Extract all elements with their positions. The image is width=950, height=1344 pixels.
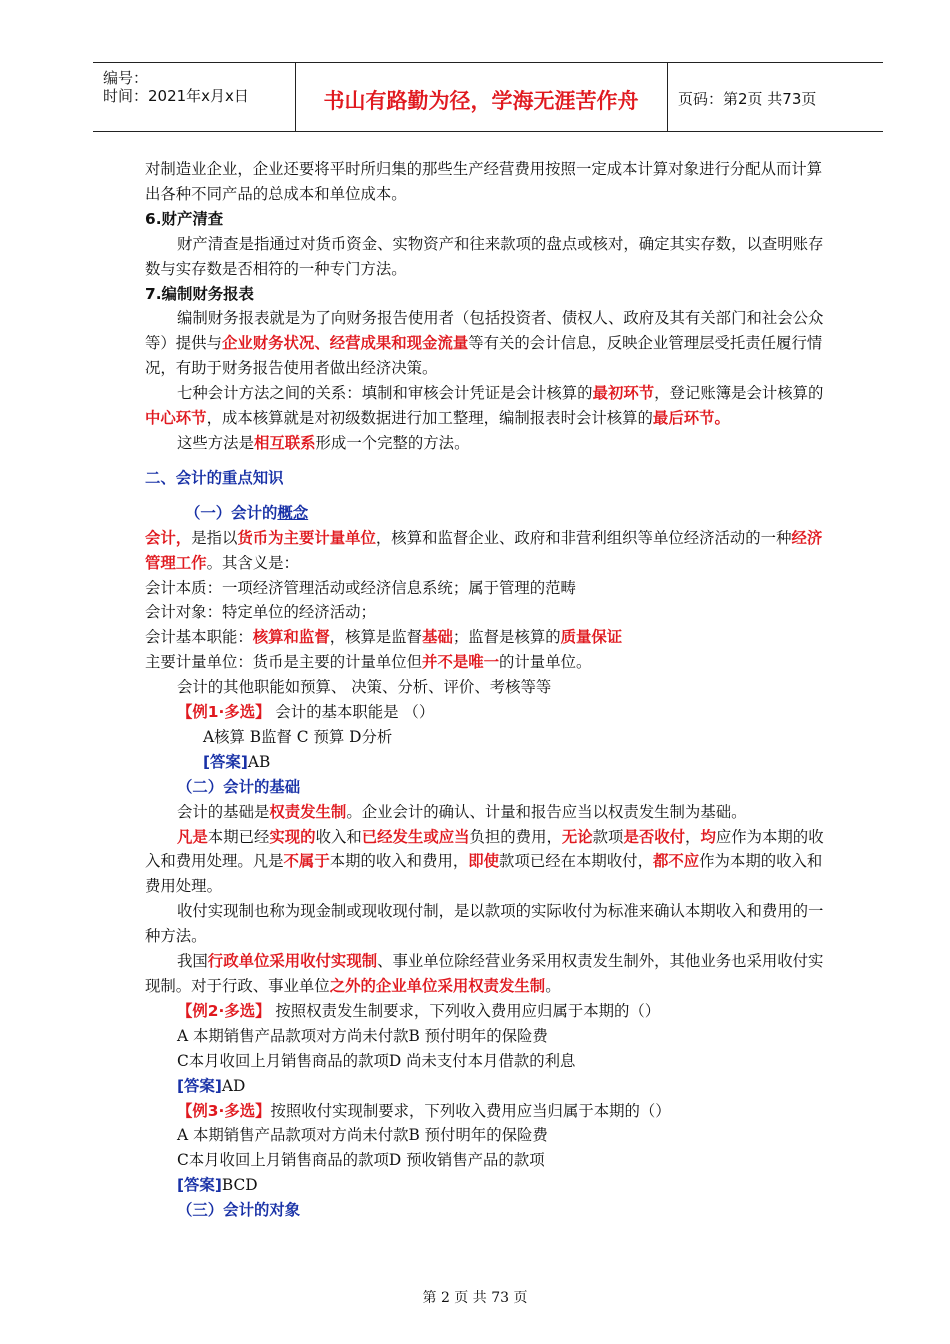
text: 、事业单位除经营业务采用权责发生制外，其他业务也采用收付实现制。对于行政、事业单位 bbox=[145, 952, 824, 995]
emphasis: 实现的 bbox=[269, 827, 316, 846]
emphasis: 最后环节。 bbox=[652, 409, 730, 428]
text: 形成一个完整的方法。 bbox=[315, 433, 470, 452]
text: 的计量单位。 bbox=[499, 653, 592, 672]
text: ， bbox=[685, 827, 701, 846]
text: 负担的费用， bbox=[469, 827, 562, 846]
emphasis: 即使 bbox=[468, 852, 500, 871]
text: 按照收付实现制要求，下列收入费用应当归属于本期的（） bbox=[270, 1101, 671, 1120]
text: 会计的基础是 bbox=[177, 802, 270, 821]
emphasis: 核算和监督 bbox=[252, 628, 330, 647]
example-2-answer bbox=[145, 1074, 835, 1099]
text: 。 bbox=[545, 977, 561, 995]
text: ；监督是核算的 bbox=[452, 628, 561, 647]
emphasis: 权责发生制 bbox=[269, 802, 347, 821]
emphasis: 均 bbox=[700, 827, 716, 846]
text: 这些方法是 bbox=[177, 433, 254, 452]
section-heading-6: 6.财产清查 bbox=[145, 209, 224, 228]
example-3-option-line: C本月收回上月销售商品的款项D 预收销售产品的款项 bbox=[177, 1151, 545, 1170]
header-page-label: 页码：第2页 共73页 bbox=[678, 90, 817, 108]
answer-value: BCD bbox=[221, 1176, 258, 1195]
paragraph bbox=[145, 306, 835, 381]
emphasis: 经济管理工作 bbox=[145, 528, 823, 572]
answer-tag: [答案] bbox=[177, 1076, 222, 1095]
emphasis: 之外的企业单位采用权责发生制 bbox=[329, 977, 546, 995]
text: 。其含义是： bbox=[206, 553, 299, 572]
emphasis: 会计， bbox=[145, 528, 192, 547]
section-heading-7: 7.编制财务报表 bbox=[145, 284, 254, 303]
example-tag: 【例2·多选】 bbox=[177, 1001, 271, 1020]
emphasis: 基础 bbox=[422, 628, 453, 647]
emphasis: 已经发生或应当 bbox=[361, 827, 470, 846]
emphasis: 相互联系 bbox=[253, 433, 316, 452]
answer-value: AD bbox=[221, 1076, 246, 1095]
example-2-question bbox=[145, 999, 835, 1024]
text: ，核算是监督 bbox=[329, 628, 423, 647]
header-table bbox=[93, 62, 883, 132]
emphasis: 最初环节 bbox=[592, 384, 655, 403]
paragraph bbox=[145, 800, 835, 825]
header-meta-cell bbox=[93, 63, 296, 131]
subsection-heading-object: （三）会计的对象 bbox=[177, 1201, 301, 1220]
paragraph bbox=[145, 526, 835, 576]
example-2-option-line: A 本期销售产品款项对方尚未付款B 预付明年的保险费 bbox=[177, 1026, 548, 1045]
paragraph: 对制造业企业，企业还要将平时所归集的那些生产经营费用按照一定成本计算对象进行分配从而计算出各种不同产品的总成本和单位成本。 bbox=[145, 160, 823, 203]
text: 。企业会计的确认、计量和报告应当以权责发生制为基础。 bbox=[346, 802, 747, 821]
paragraph: 会计本质：一项经济管理活动或经济信息系统；属于管理的范畴 bbox=[145, 578, 576, 597]
emphasis: 行政单位采用收付实现制 bbox=[207, 952, 378, 971]
paragraph bbox=[145, 381, 835, 431]
text: 应作为本期的收入和费用处理。凡是 bbox=[145, 827, 824, 871]
emphasis: 不属于 bbox=[283, 852, 330, 871]
text: 按照权责发生制要求，下列收入费用应归属于本期的（） bbox=[270, 1001, 661, 1020]
text: 本期已经 bbox=[207, 827, 270, 846]
header-motto-cell bbox=[295, 63, 668, 131]
paragraph bbox=[145, 650, 835, 675]
document-body bbox=[145, 157, 835, 1223]
example-1-question bbox=[145, 700, 835, 725]
paragraph: 收付实现制也称为现金制或现收现付制，是以款项的实际收付为标准来确认本期收入和费用的一种方法。 bbox=[145, 902, 824, 946]
answer-tag: [答案] bbox=[177, 1176, 222, 1195]
example-tag: 【例1·多选】 bbox=[177, 703, 271, 722]
paragraph: 会计对象：特定单位的经济活动； bbox=[145, 603, 376, 622]
text: ，核算和监督企业、政府和非营利组织等单位经济活动的一种 bbox=[375, 528, 792, 547]
text: ，成本核算就是对初级数据进行加工整理，编制报表时会计核算的 bbox=[206, 409, 653, 428]
text: 会计基本职能： bbox=[145, 628, 253, 647]
text: 作为本期的收入和费用处理。 bbox=[145, 852, 823, 896]
text: ，登记账簿是会计核算的 bbox=[654, 384, 824, 403]
emphasis: 无论 bbox=[561, 827, 593, 846]
underlined-text: 概念 bbox=[277, 503, 309, 522]
text: （一）会计的 bbox=[185, 503, 278, 522]
subsection-heading-concept bbox=[145, 501, 835, 526]
answer-tag: [答案] bbox=[203, 752, 248, 771]
paragraph bbox=[145, 949, 835, 999]
subsection-heading-basis: （二）会计的基础 bbox=[177, 777, 301, 796]
example-tag: 【例3·多选】 bbox=[177, 1101, 271, 1120]
emphasis: 并不是唯一 bbox=[422, 653, 500, 672]
example-1-options: A核算 B监督 C 预算 D分析 bbox=[203, 727, 393, 746]
text: 编制财务报表就是为了向财务报告使用者（包括投资者、债权人、政府及其有关部门和社会公众等）提供与 bbox=[145, 309, 824, 353]
emphasis: 都不应 bbox=[652, 852, 700, 871]
paragraph bbox=[145, 825, 835, 900]
answer-value: AB bbox=[247, 752, 271, 771]
paragraph: 财产清查是指通过对货币资金、实物资产和往来款项的盘点或核对，确定其实存数，以查明账存数与实存数是否相符的一种专门方法。 bbox=[145, 234, 824, 278]
text: 七种会计方法之间的关系：填制和审核会计凭证是会计核算的 bbox=[177, 384, 593, 403]
text: 会计的基本职能是 （） bbox=[270, 703, 435, 722]
emphasis: 货币为主要计量单位 bbox=[237, 528, 376, 547]
doc-time-label: 时间：2021年x月x日 bbox=[103, 87, 249, 105]
example-1-answer bbox=[145, 750, 835, 775]
header-page-cell bbox=[668, 63, 883, 131]
text: 我国 bbox=[177, 952, 208, 971]
emphasis: 中心环节 bbox=[145, 409, 207, 428]
example-2-option-line: C本月收回上月销售商品的款项D 尚未支付本月借款的利息 bbox=[177, 1051, 576, 1070]
section-heading-2: 二、会计的重点知识 bbox=[145, 468, 284, 487]
example-3-question bbox=[145, 1099, 835, 1124]
doc-number-label: 编号： bbox=[103, 69, 149, 87]
header-motto: 书山有路勤为径，学海无涯苦作舟 bbox=[323, 89, 639, 113]
emphasis: 凡是 bbox=[177, 827, 208, 846]
text: 等有关的会计信息，反映企业管理层受托责任履行情况，有助于财务报告使用者做出经济决策。 bbox=[145, 334, 823, 378]
emphasis: 质量保证 bbox=[560, 628, 623, 647]
page-footer: 第 2 页 共 73 页 bbox=[422, 1290, 528, 1306]
emphasis: 是否收付 bbox=[623, 827, 686, 846]
text: 主要计量单位：货币是主要的计量单位但 bbox=[145, 653, 423, 672]
text: 是指以 bbox=[191, 528, 238, 547]
text: 收入和 bbox=[315, 827, 362, 846]
text: 款项已经在本期收付， bbox=[499, 852, 653, 871]
text: 本期的收入和费用， bbox=[329, 852, 469, 871]
example-3-answer bbox=[145, 1173, 835, 1198]
paragraph: 会计的其他职能如预算、 决策、分析、评价、考核等等 bbox=[177, 678, 552, 697]
example-3-option-line: A 本期销售产品款项对方尚未付款B 预付明年的保险费 bbox=[177, 1126, 548, 1145]
emphasis: 企业财务状况、经营成果和现金流量 bbox=[221, 334, 469, 353]
text: 款项 bbox=[592, 827, 624, 846]
paragraph bbox=[145, 431, 835, 456]
paragraph bbox=[145, 625, 835, 650]
